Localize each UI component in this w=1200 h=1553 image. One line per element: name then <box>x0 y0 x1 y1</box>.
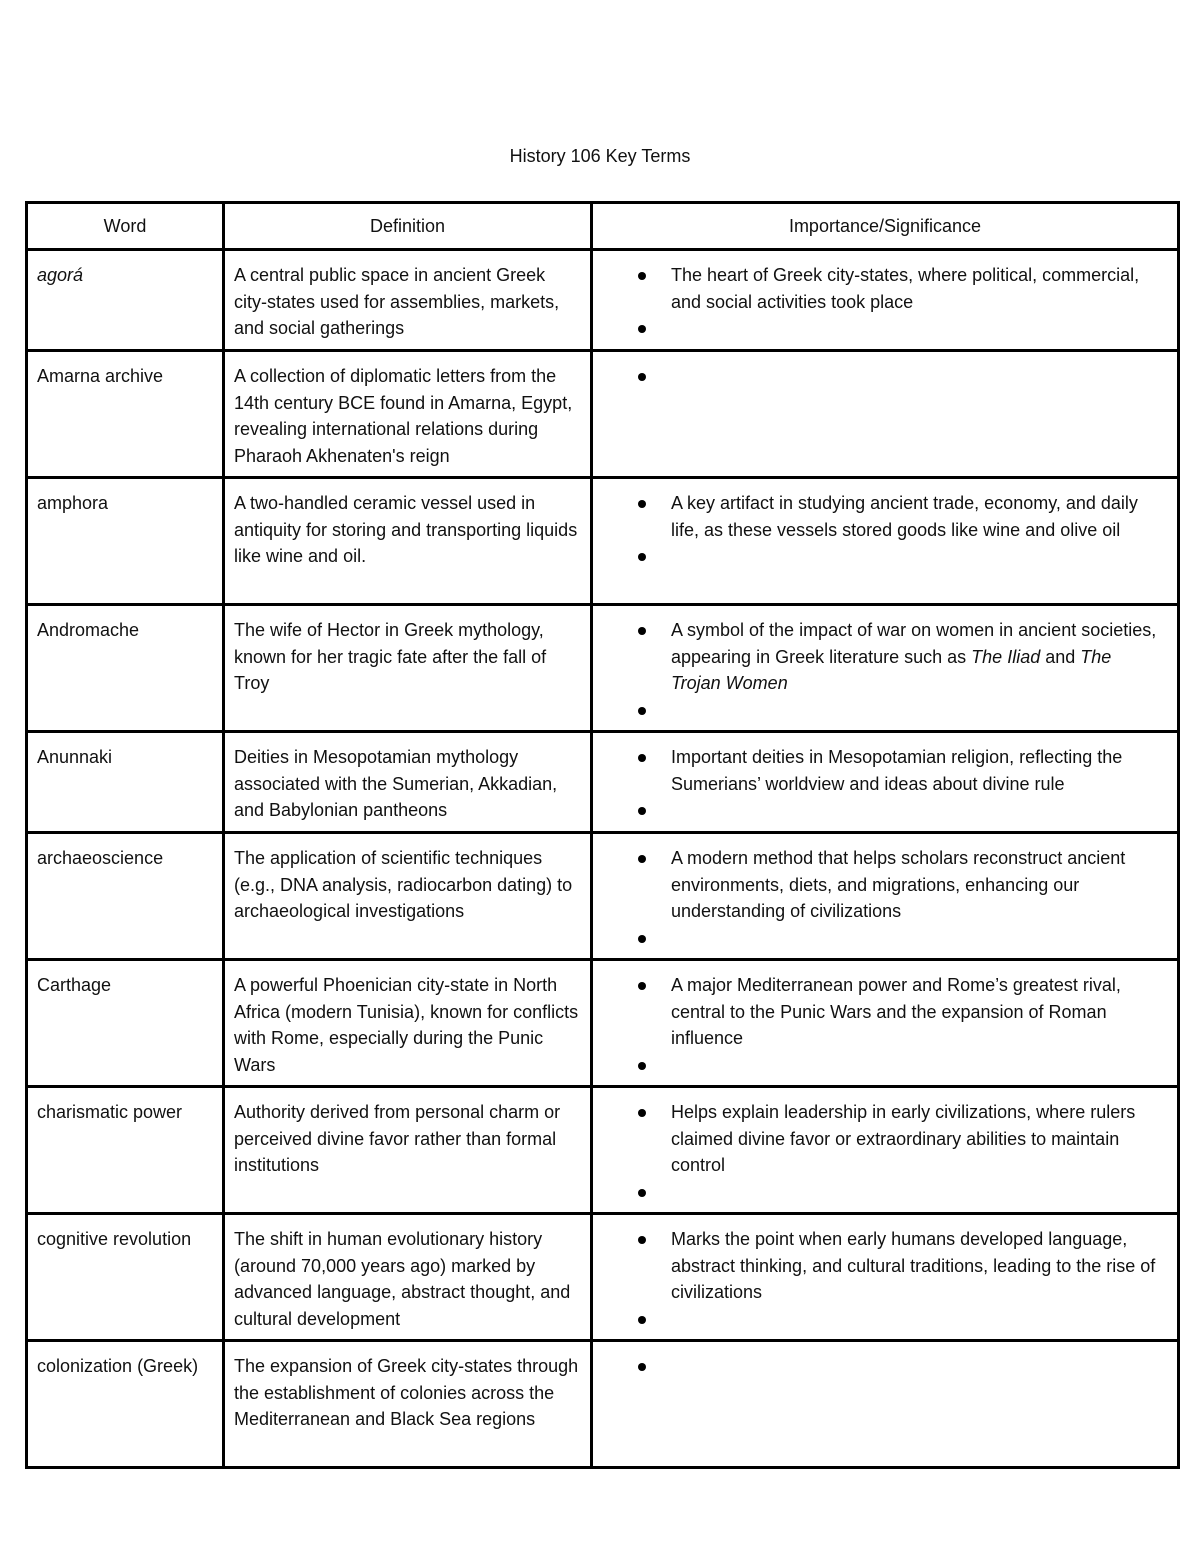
importance-cell <box>592 250 1179 351</box>
word-cell <box>27 1087 224 1214</box>
definition-cell <box>224 1341 592 1468</box>
term-definition: The expansion of Greek city-states through the establishment of colonies across the Mediterranean and Black Sea regions <box>234 1356 579 1430</box>
table-row <box>27 732 1179 833</box>
term-definition: A central public space in ancient Greek city-states used for assemblies, markets, and social gatherings <box>234 265 560 339</box>
word-cell <box>27 605 224 732</box>
term-word: Andromache <box>37 620 140 640</box>
table-row <box>27 351 1179 478</box>
term-word: Anunnaki <box>37 747 113 767</box>
term-word: Carthage <box>37 975 112 995</box>
importance-bullet <box>671 617 1163 697</box>
word-cell <box>27 1341 224 1468</box>
table-row <box>27 1341 1179 1468</box>
empty-bullet <box>671 363 1163 390</box>
importance-cell <box>592 960 1179 1087</box>
word-cell <box>27 732 224 833</box>
term-definition: A powerful Phoenician city-state in North Africa (modern Tunisia), known for conflicts with Rome, especially during the Punic Wars <box>234 975 579 1076</box>
term-definition: Deities in Mesopotamian mythology associated with the Sumerian, Akkadian, and Babylonian pantheons <box>234 747 558 821</box>
definition-cell <box>224 1087 592 1214</box>
importance-cell <box>592 1087 1179 1214</box>
definition-cell <box>224 732 592 833</box>
importance-list <box>593 479 1177 570</box>
empty-bullet <box>671 797 1163 824</box>
definition-cell <box>224 1214 592 1341</box>
empty-bullet <box>671 697 1163 724</box>
term-definition: A two-handled ceramic vessel used in antiquity for storing and transporting liquids like wine and oil. <box>234 493 578 567</box>
table-row <box>27 960 1179 1087</box>
importance-list <box>593 733 1177 824</box>
importance-list <box>593 1088 1177 1206</box>
term-word: Amarna archive <box>37 366 164 386</box>
importance-list <box>593 961 1177 1079</box>
term-word: agorá <box>37 265 84 285</box>
table-row <box>27 250 1179 351</box>
importance-list <box>593 1342 1177 1380</box>
importance-bullet: A major Mediterranean power and Rome’s greatest rival, central to the Punic Wars and the expansion of Roman influence <box>671 972 1163 1052</box>
importance-text: A symbol of the impact of war on women in ancient societies, appearing in Greek literature such as <box>671 620 1157 667</box>
table-row <box>27 605 1179 732</box>
column-header-word: Word <box>27 203 224 250</box>
word-cell <box>27 351 224 478</box>
table-row <box>27 1214 1179 1341</box>
empty-bullet <box>671 1306 1163 1333</box>
importance-list <box>593 834 1177 952</box>
empty-bullet <box>671 1052 1163 1079</box>
work-title-iliad: The Iliad <box>971 646 1041 667</box>
definition-cell <box>224 250 592 351</box>
term-definition: The wife of Hector in Greek mythology, known for her tragic fate after the fall of Troy <box>234 620 547 694</box>
table-row <box>27 833 1179 960</box>
empty-bullet <box>671 315 1163 342</box>
importance-cell <box>592 1214 1179 1341</box>
key-terms-table <box>25 201 1180 1469</box>
word-cell <box>27 478 224 605</box>
importance-list <box>593 251 1177 342</box>
importance-bullet: A key artifact in studying ancient trade, economy, and daily life, as these vessels stored goods like wine and olive oil <box>671 490 1163 543</box>
table-row <box>27 1087 1179 1214</box>
importance-cell <box>592 1341 1179 1468</box>
term-definition: The shift in human evolutionary history (around 70,000 years ago) marked by advanced language, abstract thought, and cultural development <box>234 1229 571 1330</box>
column-header-importance: Importance/Significance <box>592 203 1179 250</box>
definition-cell <box>224 833 592 960</box>
empty-bullet <box>671 1179 1163 1206</box>
term-word: archaeoscience <box>37 848 164 868</box>
importance-bullet: Marks the point when early humans developed language, abstract thinking, and cultural traditions, leading to the rise of civilizations <box>671 1226 1163 1306</box>
importance-cell <box>592 478 1179 605</box>
importance-list <box>593 1215 1177 1333</box>
word-cell <box>27 250 224 351</box>
term-word: amphora <box>37 493 109 513</box>
work-title-trojan-women: The Trojan Women <box>671 646 1112 694</box>
importance-bullet: Helps explain leadership in early civilizations, where rulers claimed divine favor or extraordinary abilities to maintain control <box>671 1099 1163 1179</box>
table-row <box>27 478 1179 605</box>
column-header-definition: Definition <box>224 203 592 250</box>
importance-bullet: Important deities in Mesopotamian religion, reflecting the Sumerians’ worldview and ideas about divine rule <box>671 744 1163 797</box>
term-word: colonization (Greek) <box>37 1356 199 1376</box>
term-word: cognitive revolution <box>37 1229 192 1249</box>
empty-bullet <box>671 1353 1163 1380</box>
definition-cell <box>224 478 592 605</box>
word-cell <box>27 960 224 1087</box>
importance-cell <box>592 605 1179 732</box>
importance-list <box>593 606 1177 724</box>
word-cell <box>27 833 224 960</box>
term-definition: The application of scientific techniques (e.g., DNA analysis, radiocarbon dating) to archaeological investigations <box>234 848 573 922</box>
importance-list <box>593 352 1177 390</box>
importance-cell <box>592 732 1179 833</box>
definition-cell <box>224 351 592 478</box>
empty-bullet <box>671 925 1163 952</box>
document-title: History 106 Key Terms <box>509 146 691 166</box>
term-definition: Authority derived from personal charm or perceived divine favor rather than formal institutions <box>234 1102 561 1176</box>
importance-cell <box>592 351 1179 478</box>
term-definition: A collection of diplomatic letters from the 14th century BCE found in Amarna, Egypt, revealing international relations during Pharaoh Akhenaten's reign <box>234 366 573 467</box>
importance-bullet: The heart of Greek city-states, where political, commercial, and social activities took place <box>671 262 1163 315</box>
importance-text: and <box>1040 646 1081 667</box>
table-header-row <box>27 203 1179 250</box>
word-cell <box>27 1214 224 1341</box>
term-word: charismatic power <box>37 1102 183 1122</box>
importance-cell <box>592 833 1179 960</box>
definition-cell <box>224 960 592 1087</box>
definition-cell <box>224 605 592 732</box>
empty-bullet <box>671 543 1163 570</box>
importance-bullet: A modern method that helps scholars reconstruct ancient environments, diets, and migrations, enhancing our understanding of civilizations <box>671 845 1163 925</box>
